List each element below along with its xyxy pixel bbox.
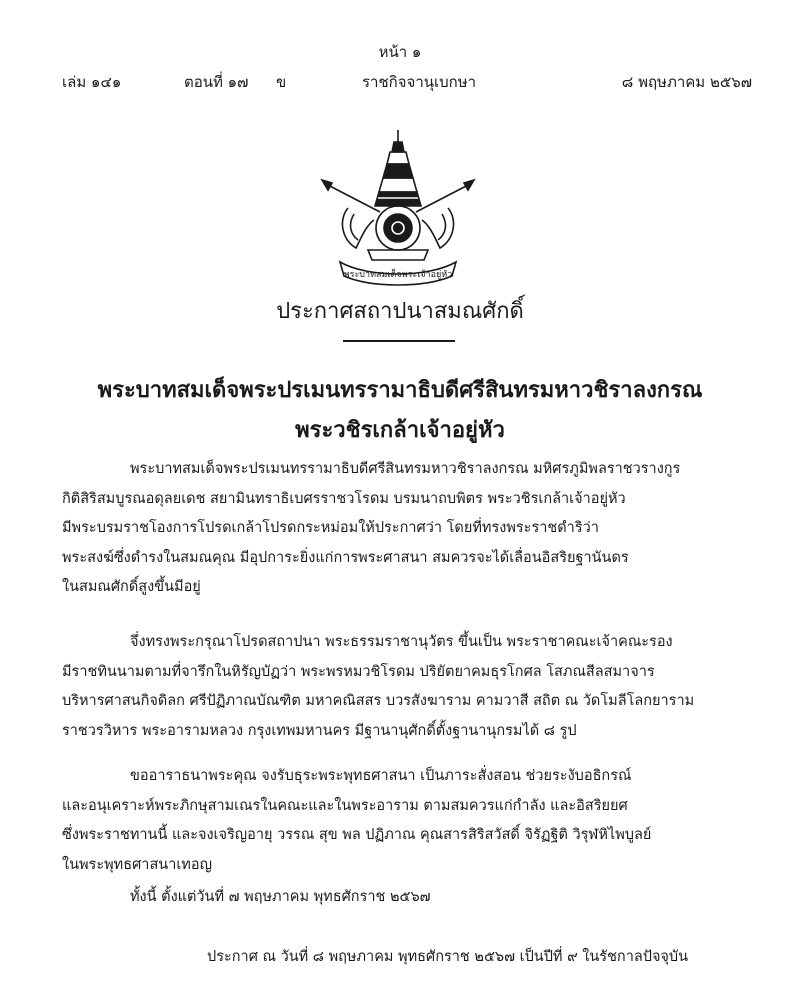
paragraph-line: ราชวรวิหาร พระอารามหลวง กรุงเทพมหานคร มีฐานานุศักดิ์ตั้งฐานานุกรมได้ ๘ รูป (62, 722, 577, 739)
king-title-line-2: พระวชิรเกล้าเจ้าอยู่หัว (295, 418, 505, 443)
paragraph-line: และอนุเคราะห์พระภิกษุสามเณรในคณะและในพระอาราม ตามสมควรแก่กำลัง และอิสริยยศ (62, 797, 628, 814)
paragraph-line: พระบาทสมเด็จพระปรเมนทรรามาธิบดีศรีสินทรมหาวชิราลงกรณ มหิศรภูมิพลราชวรางกูร (130, 461, 681, 477)
emblem-ribbon-text: พระบาทสมเด็จพระเจ้าอยู่หัว (343, 270, 453, 280)
issue-label: ตอนที่ ๑๗ (184, 73, 249, 91)
paragraph-line: ซึ่งพระราชทานนี้ และจงเจริญอายุ วรรณ สุข พล ปฏิภาณ คุณสารสิริสวัสดิ์ จิรัฏฐิติ วิรุฬหิไพบูลย์ (62, 827, 652, 843)
header-date: ๘ พฤษภาคม ๒๕๖๗ (621, 73, 752, 91)
proclamation-date: ประกาศ ณ วันที่ ๘ พฤษภาคม พุทธศักราช ๒๕๖๗ เป็นปีที่ ๙ ในรัชกาลปัจจุบัน (207, 949, 689, 965)
paragraph-line: มีพระบรมราชโองการโปรดเกล้าโปรดกระหม่อมให้ประกาศว่า โดยที่ทรงพระราชดำริว่า (62, 520, 599, 536)
paragraph-line: ขออาราธนาพระคุณ จงรับธุระพระพุทธศาสนา เป็นภาระสั่งสอน ช่วยระงับอธิกรณ์ (130, 768, 632, 784)
section-label: ข (276, 73, 287, 91)
paragraph-announcement (62, 455, 752, 603)
paragraph-line: จึ่งทรงพระกรุณาโปรดสถาปนา พระธรรมราชานุวัตร ขึ้นเป็น พระราชาคณะเจ้าคณะรอง (130, 634, 673, 650)
volume-label: เล่ม ๑๔๑ (62, 73, 122, 91)
paragraph-blessing (62, 762, 752, 880)
paragraph-line: ในสมณศักดิ์สูงขึ้นมีอยู่ (62, 579, 201, 595)
royal-emblem-drawing (318, 128, 478, 288)
royal-emblem-icon (318, 128, 478, 288)
title-divider (343, 340, 455, 342)
effective-date: ทั้งนี้ ตั้งแต่วันที่ ๗ พฤษภาคม พุทธศักราช ๒๕๖๗ (130, 889, 431, 905)
page-number: หน้า ๑ (378, 43, 422, 61)
paragraph-line: ในพระพุทธศาสนาเทอญ (62, 856, 212, 873)
paragraph-line: บริหารศาสนกิจดิลก ศรีปัฏิภาณบัณฑิต มหาคณิสสร บวรสังฆาราม คามวาสี สถิต ณ วัดโมลีโลกยาราม (62, 693, 695, 709)
gazette-name: ราชกิจจานุเบกษา (362, 73, 477, 91)
paragraph-line: มีราชทินนามตามที่จารึกในหิรัญบัฏว่า พระพรหมวชิโรดม ปริยัตยาคมธุรโกศล โสภณสีลสมาจาร (62, 663, 655, 680)
paragraph-appointment (62, 628, 752, 746)
paragraph-line: กิติสิริสมบูรณอดุลยเดช สยามินทราธิเบศรราชวโรดม บรมนาถบพิตร พระวชิรเกล้าเจ้าอยู่หัว (62, 490, 626, 507)
paragraph-line: พระสงฆ์ซึ่งดำรงในสมณคุณ มีอุปการะยิ่งแก่การพระศาสนา สมควรจะได้เลื่อนอิสริยฐานันดร (62, 549, 629, 566)
document-title: ประกาศสถาปนาสมณศักดิ์ (276, 299, 524, 324)
king-title-line-1: พระบาทสมเด็จพระปรเมนทรรามาธิบดีศรีสินทรมหาวชิราลงกรณ (97, 378, 703, 403)
